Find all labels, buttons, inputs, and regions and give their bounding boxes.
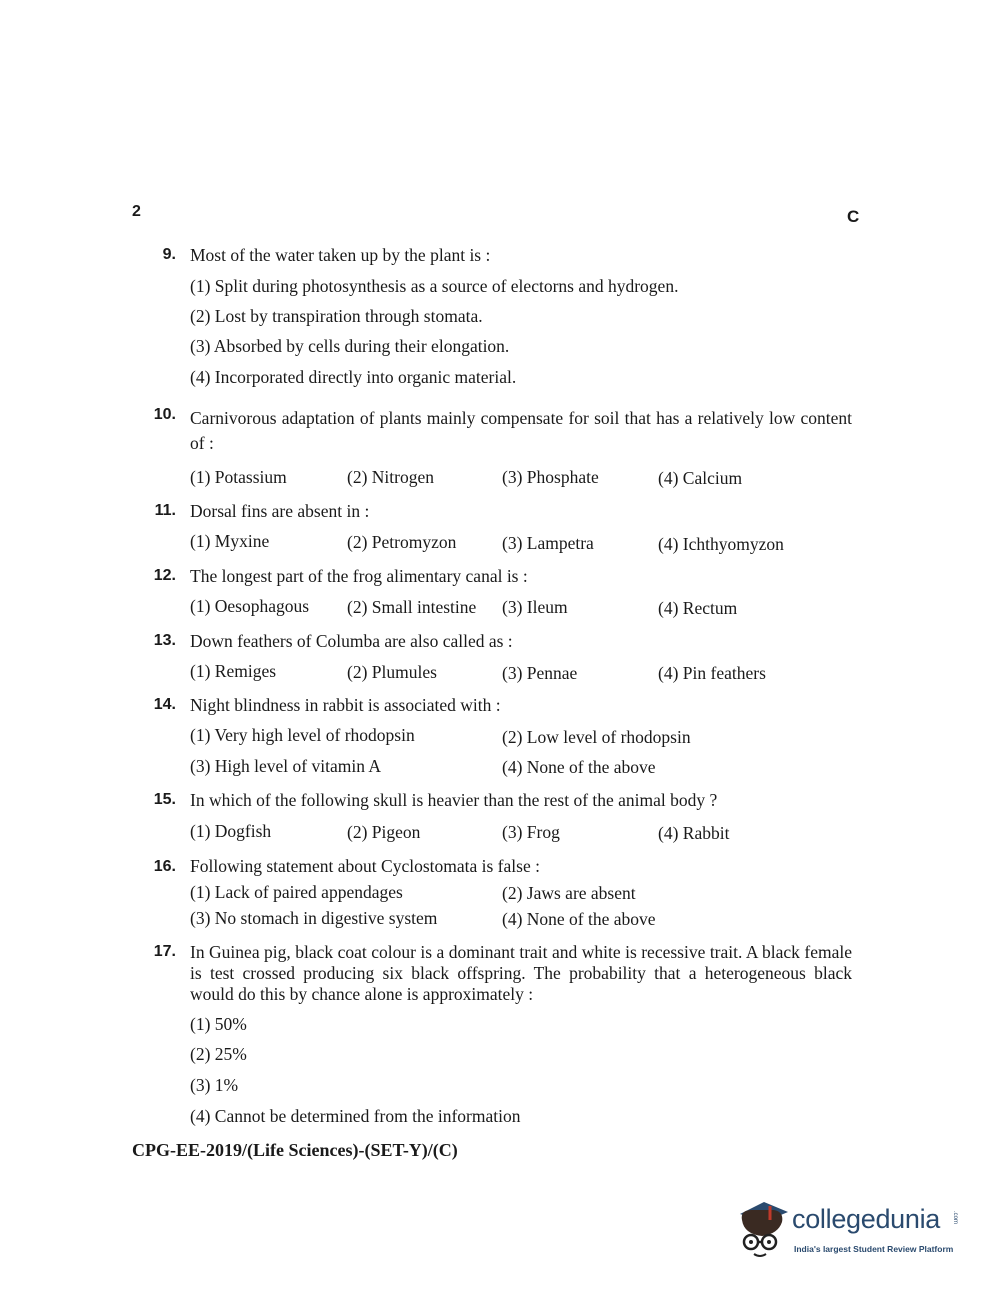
question-number: 14. [153, 696, 176, 713]
option-4: (4) None of the above [502, 757, 656, 777]
option-2: (2) Jaws are absent [502, 883, 636, 903]
option-4: (4) Incorporated directly into organic material. [190, 367, 517, 387]
option-4: (4) None of the above [502, 909, 656, 929]
question-number: 16. [153, 858, 176, 875]
option-4: (4) Pin feathers [658, 663, 766, 683]
option-3: (3) High level of vitamin A [190, 756, 382, 776]
brand-name: collegedunia [792, 1204, 941, 1234]
option-2: (2) Small intestine [347, 597, 477, 617]
question-text: Night blindness in rabbit is associated with : [190, 695, 501, 715]
option-3: (3) No stomach in digestive system [190, 908, 438, 928]
option-3: (3) Ileum [502, 597, 568, 617]
option-1: (1) Split during photosynthesis as a source of electorns and hydrogen. [190, 276, 679, 296]
option-3: (3) Absorbed by cells during their elongation. [190, 336, 510, 356]
option-1: (1) Myxine [190, 531, 270, 551]
option-2: (2) Petromyzon [347, 532, 457, 552]
option-1: (1) Lack of paired appendages [190, 882, 403, 902]
question-number: 12. [153, 567, 176, 584]
option-2: (2) Pigeon [347, 822, 421, 842]
collegedunia-watermark [734, 1198, 964, 1268]
option-3: (3) 1% [190, 1075, 239, 1095]
question-text: Carnivorous adaptation of plants mainly compensate for soil that has a relatively low content of : [190, 408, 852, 453]
option-2: (2) Nitrogen [347, 467, 434, 487]
option-4: (4) Rabbit [658, 823, 730, 843]
question-text: In Guinea pig, black coat colour is a dominant trait and white is recessive trait. A black female is test crossed producing six black offspring. The probability that a heterogeneous black would do this by chance alone is approximately : [190, 942, 852, 1004]
exam-code-footer: CPG-EE-2019/(Life Sciences)-(SET-Y)/(C) [132, 1140, 458, 1160]
page-number: 2 [132, 203, 141, 220]
question-text: In which of the following skull is heavier than the rest of the animal body ? [190, 790, 718, 810]
question-number: 10. [153, 406, 176, 423]
option-3: (3) Phosphate [502, 467, 599, 487]
brand-domain-suffix: .com [952, 1211, 958, 1225]
question-number: 17. [153, 943, 176, 960]
option-2: (2) Lost by transpiration through stomata. [190, 306, 483, 326]
option-3: (3) Lampetra [502, 533, 594, 553]
option-3: (3) Frog [502, 822, 560, 842]
option-4: (4) Rectum [658, 598, 738, 618]
mascot-icon [734, 1198, 792, 1260]
question-number: 11. [154, 502, 176, 519]
question-text: Following statement about Cyclostomata is false : [190, 856, 540, 876]
option-1: (1) 50% [190, 1014, 247, 1034]
option-1: (1) Potassium [190, 467, 287, 487]
question-text: Dorsal fins are absent in : [190, 501, 370, 521]
question-number: 13. [153, 632, 176, 649]
option-2: (2) Plumules [347, 662, 437, 682]
option-3: (3) Pennae [502, 663, 578, 683]
option-4: (4) Cannot be determined from the information [190, 1106, 521, 1126]
option-2: (2) Low level of rhodopsin [502, 727, 691, 747]
option-1: (1) Dogfish [190, 821, 272, 841]
question-text: The longest part of the frog alimentary canal is : [190, 566, 528, 586]
option-2: (2) 25% [190, 1044, 247, 1064]
option-1: (1) Oesophagous [190, 596, 310, 616]
question-text: Most of the water taken up by the plant is : [190, 245, 491, 265]
question-text: Down feathers of Columba are also called as : [190, 631, 513, 651]
brand-tagline: India's largest Student Review Platform [794, 1244, 954, 1254]
option-4: (4) Ichthyomyzon [658, 534, 784, 554]
option-1: (1) Very high level of rhodopsin [190, 725, 415, 745]
question-number: 15. [153, 791, 176, 808]
option-4: (4) Calcium [658, 468, 743, 488]
question-number: 9. [162, 246, 176, 263]
option-1: (1) Remiges [190, 661, 277, 681]
set-code: C [847, 207, 860, 226]
